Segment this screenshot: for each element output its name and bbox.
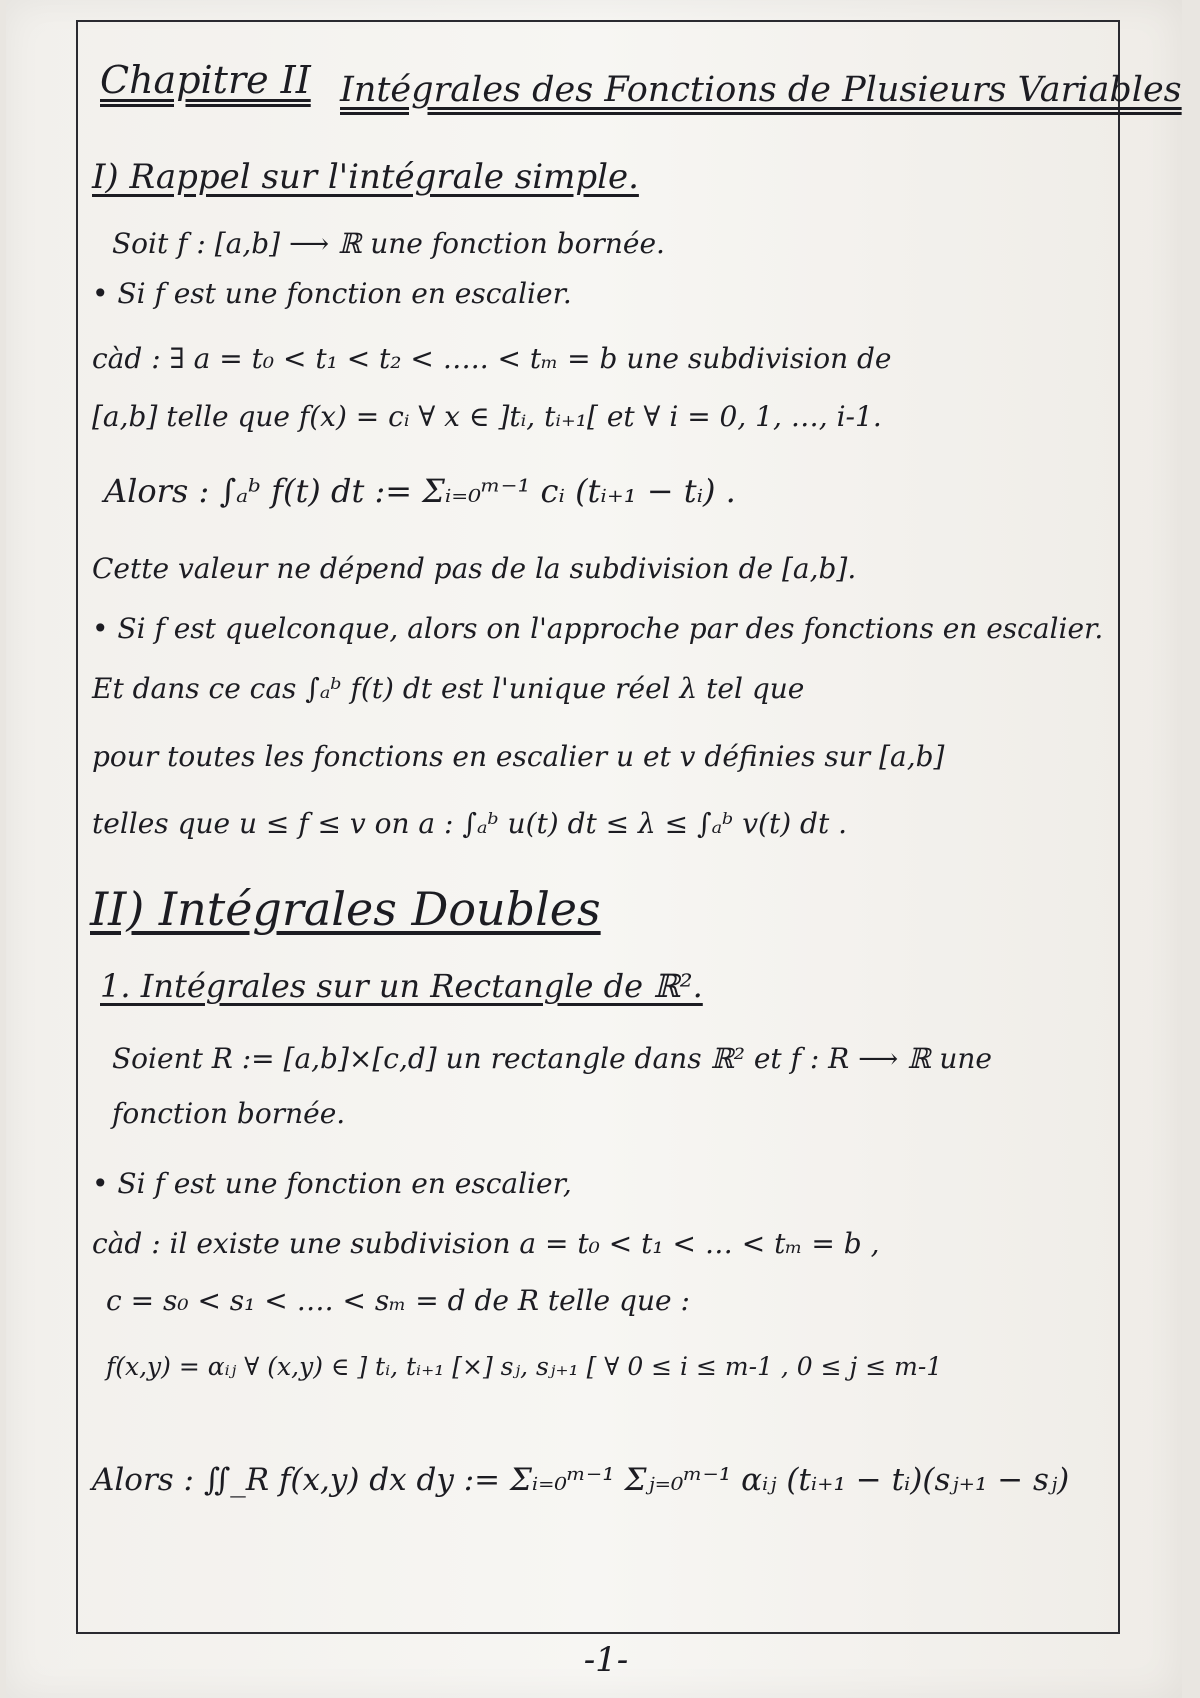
s2-line-3: càd : il existe une subdivision a = t₀ < t₁ < … < tₘ = b , [92, 1227, 880, 1260]
s1-line-3: [a,b] telle que f(x) = cᵢ ∀ x ∈ ]tᵢ, tᵢ₊₁[ et ∀ i = 0, 1, …, i-1. [92, 400, 882, 433]
s1-line-5: Cette valeur ne dépend pas de la subdivision de [a,b]. [92, 552, 857, 585]
s2-line-2: • Si f est une fonction en escalier, [92, 1167, 572, 1200]
s1-line-2: càd : ∃ a = t₀ < t₁ < t₂ < ….. < tₘ = b une subdivision de [92, 342, 892, 375]
s1-line-8: pour toutes les fonctions en escalier u et v définies sur [a,b] [92, 740, 945, 773]
s2-line-1: fonction bornée. [112, 1097, 346, 1130]
s1-line-4: Alors : ∫ₐᵇ f(t) dt := Σᵢ₌₀ᵐ⁻¹ cᵢ (tᵢ₊₁ − tᵢ) . [104, 472, 736, 510]
section-2-heading: II) Intégrales Doubles [90, 882, 601, 936]
s1-line-9: telles que u ≤ f ≤ v on a : ∫ₐᵇ u(t) dt ≤ λ ≤ ∫ₐᵇ v(t) dt . [92, 807, 848, 840]
s1-line-6: • Si f est quelconque, alors on l'approche par des fonctions en escalier. [92, 612, 1104, 645]
s2-line-0: Soient R := [a,b]×[c,d] un rectangle dans ℝ² et f : R ⟶ ℝ une [112, 1042, 993, 1075]
chapter-title: Intégrales des Fonctions de Plusieurs Variables [340, 70, 1182, 110]
s1-line-0: Soit f : [a,b] ⟶ ℝ une fonction bornée. [112, 227, 665, 260]
paper-sheet [6, 0, 1182, 1698]
s2-line-5: f(x,y) = αᵢⱼ ∀ (x,y) ∈ ] tᵢ, tᵢ₊₁ [×] sⱼ, sⱼ₊₁ [ ∀ 0 ≤ i ≤ m-1 , 0 ≤ j ≤ m-1 [106, 1352, 943, 1381]
s2-line-4: c = s₀ < s₁ < …. < sₘ = d de R telle que : [106, 1284, 690, 1317]
page-frame [76, 20, 1182, 1634]
s1-line-7: Et dans ce cas ∫ₐᵇ f(t) dt est l'unique réel λ tel que [92, 672, 805, 705]
s1-line-1: • Si f est une fonction en escalier. [92, 277, 572, 310]
section-1-heading: I) Rappel sur l'intégrale simple. [92, 157, 639, 197]
s2-line-6: Alors : ∬_R f(x,y) dx dy := Σᵢ₌₀ᵐ⁻¹ Σⱼ₌₀ᵐ⁻¹ αᵢⱼ (tᵢ₊₁ − tᵢ)(sⱼ₊₁ − sⱼ) [92, 1462, 1070, 1498]
chapter-label: Chapitre II [100, 58, 311, 102]
section-2-subheading: 1. Intégrales sur un Rectangle de ℝ². [100, 967, 703, 1005]
page-number: -1- [583, 1640, 629, 1680]
